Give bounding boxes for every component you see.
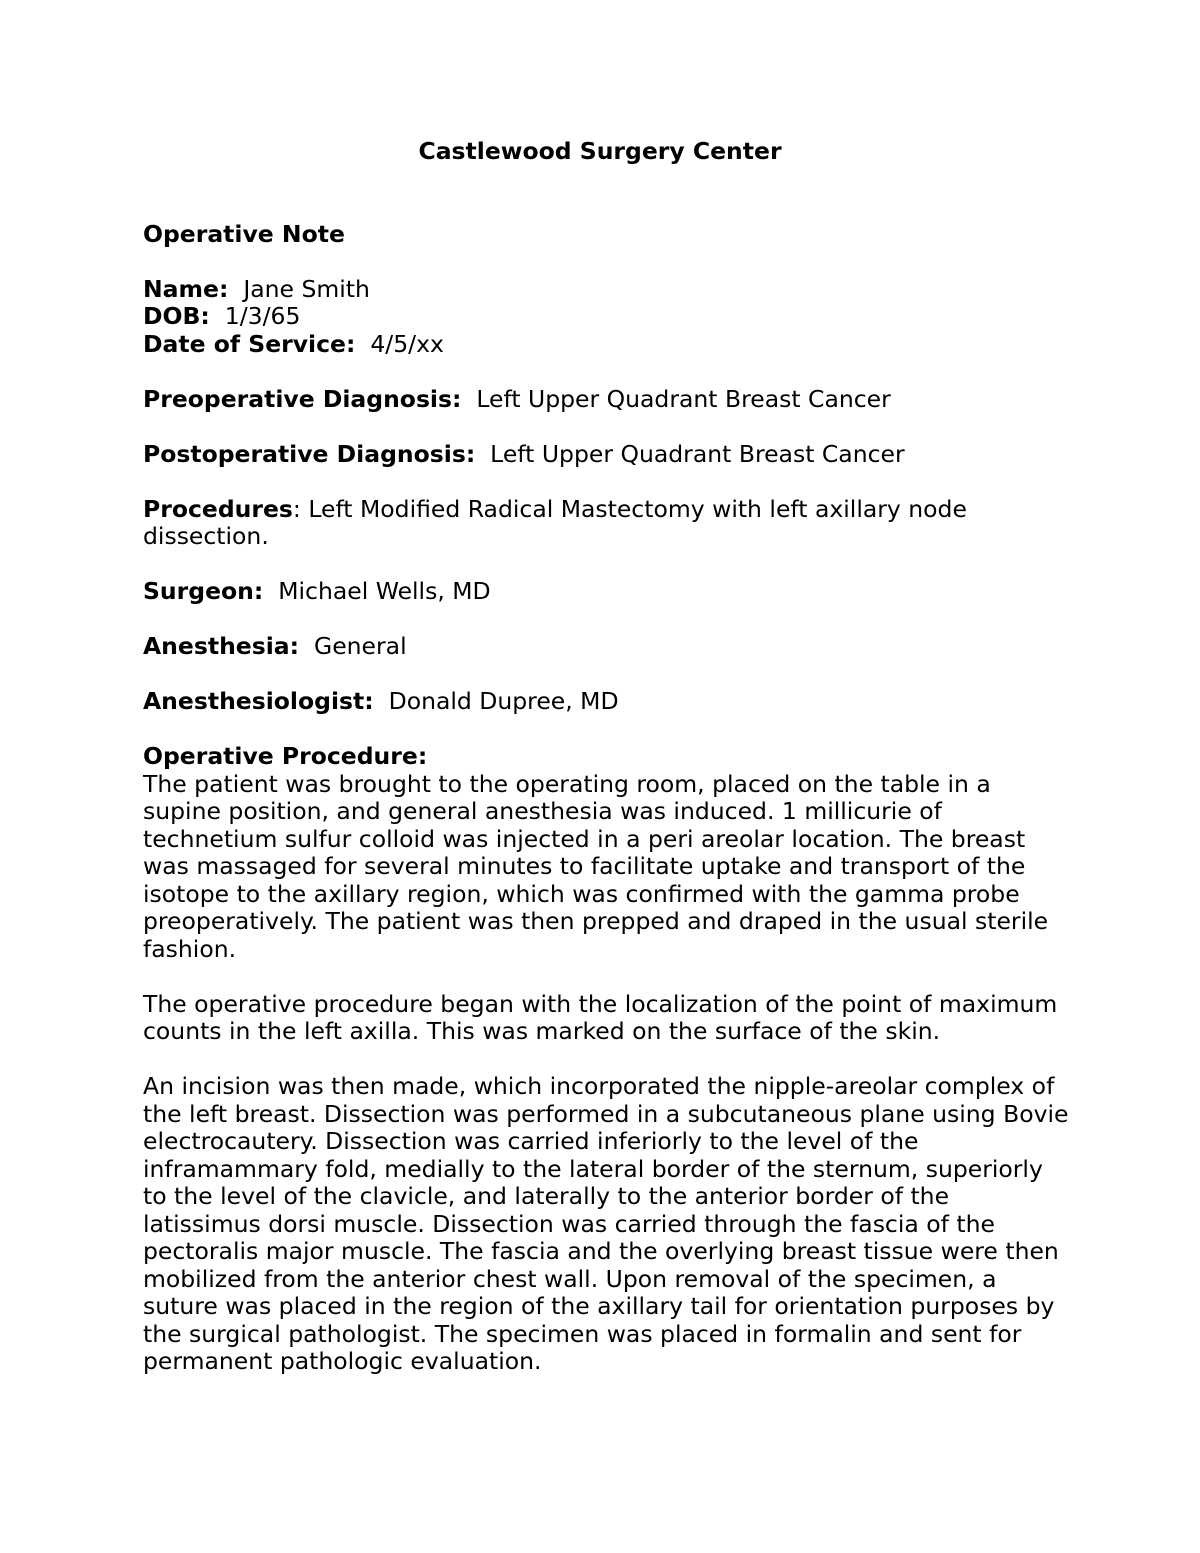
operative-note-document — [143, 138, 1073, 1376]
facility-name: Castlewood Surgery Center — [418, 137, 782, 165]
procedures-label: Procedures — [143, 494, 293, 523]
anesthesia-row — [143, 633, 1073, 661]
date-of-service-value: 4/5/xx — [370, 329, 444, 358]
anesthesiologist-value: Donald Dupree, MD — [388, 687, 619, 715]
procedures-row — [143, 496, 1073, 551]
anesthesiologist-row — [143, 688, 1073, 716]
surgeon-label: Surgeon: — [143, 577, 264, 605]
document-type-heading: Operative Note — [143, 219, 345, 248]
anesthesiologist-label: Anesthesiologist: — [143, 687, 374, 715]
anesthesia-value: General — [314, 632, 407, 660]
surgeon-row — [143, 578, 1073, 606]
dob-row — [143, 303, 1073, 331]
postoperative-diagnosis-value: Left Upper Quadrant Breast Cancer — [490, 439, 905, 468]
operative-procedure-heading: Operative Procedure: — [143, 742, 428, 770]
operative-procedure-paragraph-1: The patient was brought to the operating room, placed on the table in a supine position, and general anesthesia was induced. 1 millicurie of technetium sulfur colloid was injected in a peri areolar location. The breast was massaged for several minutes to facilitate uptake and transport of the isotope to the axillary region, which was confirmed with the gamma probe preoperatively. The patient was then prepped and draped in the usual sterile fashion. — [143, 769, 1049, 963]
operative-procedure-paragraph-3: An incision was then made, which incorporated the nipple-areolar complex of the left breast. Dissection was performed in a subcutaneous plane using Bovie electrocautery. Dissection was carried inferiorly to the level of the inframammary fold, medially to the lateral border of the sternum, superiorly to the level of the clavicle, and laterally to the anterior border of the latissimus dorsi muscle. Dissection was carried through the fascia of the pectoralis major muscle. The fascia and the overlying breast tissue were then mobilized from the anterior chest wall. Upon removal of the specimen, a suture was placed in the region of the axillary tail for orientation purposes by the surgical pathologist. The specimen was placed in formalin and sent for permanent pathologic evaluation. — [143, 1072, 1069, 1375]
date-of-service-row — [143, 331, 1073, 359]
date-of-service-label: Date of Service: — [143, 329, 356, 358]
dob-label: DOB: — [143, 302, 210, 330]
patient-name-label: Name: — [143, 274, 229, 303]
procedures-colon: : — [292, 494, 301, 523]
dob-value: 1/3/65 — [224, 302, 301, 330]
preoperative-diagnosis-label: Preoperative Diagnosis: — [143, 384, 462, 413]
preoperative-diagnosis-row — [143, 386, 1073, 414]
anesthesia-label: Anesthesia: — [143, 632, 300, 660]
postoperative-diagnosis-row — [143, 441, 1073, 469]
procedures-value: Left Modified Radical Mastectomy with left axillary node dissection. — [143, 494, 967, 550]
postoperative-diagnosis-label: Postoperative Diagnosis: — [143, 439, 476, 468]
patient-name-row — [143, 276, 1073, 304]
patient-name-value: Jane Smith — [243, 274, 370, 303]
surgeon-value: Michael Wells, MD — [278, 577, 491, 605]
operative-procedure-paragraph-2: The operative procedure began with the localization of the point of maximum counts in the left axilla. This was marked on the surface of the skin. — [143, 989, 1058, 1045]
preoperative-diagnosis-value: Left Upper Quadrant Breast Cancer — [476, 384, 891, 413]
